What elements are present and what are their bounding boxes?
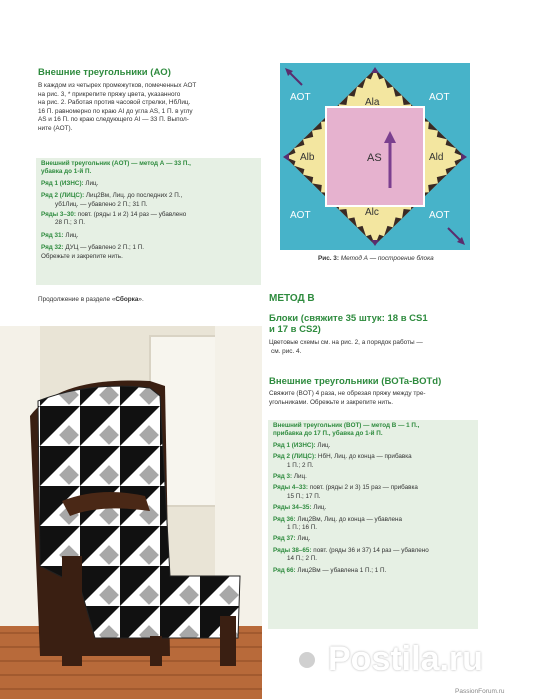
bot-line: угольниками. Обрежьте и закрепите нить. <box>269 398 393 406</box>
method-b-heading: МЕТОД В <box>269 293 315 304</box>
box-row <box>41 253 256 261</box>
bot-line: Свяжите (BOT) 4 раза, не обрезая пряжу между тре- <box>269 390 426 397</box>
row-label: Ряд 1 (ИЗНС): <box>41 179 84 187</box>
box-row <box>273 473 473 481</box>
box-row <box>273 547 473 555</box>
figure-caption-text: Метод А — построение блока <box>338 255 434 262</box>
label-as: AS <box>367 152 382 164</box>
block-construction-diagram <box>280 63 470 250</box>
row-label: Ряд 1 (ИЗНС): <box>273 441 316 449</box>
box-row <box>41 201 256 209</box>
box-row <box>41 219 256 227</box>
box-row <box>41 244 256 252</box>
postila-logo <box>292 640 483 679</box>
chair-leg-left <box>62 556 82 666</box>
box-row <box>41 232 256 240</box>
blocks-text <box>269 339 423 356</box>
figure-caption-label: Рис. 3: <box>318 255 339 262</box>
box-row <box>273 504 473 512</box>
continuation-note <box>38 296 144 305</box>
ao-line: на рис. 3, * прикрепите пряжу цвета, указанного <box>38 90 181 98</box>
row-label: Ряд 3: <box>273 473 293 481</box>
box-row <box>273 442 473 450</box>
ao-line: AS и 16 П. по краю следующего AI — 33 П. Выпол- <box>38 116 189 124</box>
label-aot-tl: AOT <box>290 92 311 103</box>
row-text: 1 П.; 16 П. <box>287 524 318 532</box>
box-row <box>273 484 473 492</box>
row-text: Лиц. <box>292 473 307 481</box>
row-text: 14 П.; 2 П. <box>287 555 318 563</box>
aot-box-title-rest: — метод А — 33 П., <box>129 160 191 167</box>
row-text: Лиц. <box>315 441 331 449</box>
label-aot-br: AOT <box>429 210 450 221</box>
row-text: Лиц. <box>311 504 327 512</box>
label-alb: Alb <box>300 152 315 163</box>
ao-paragraph <box>38 82 258 134</box>
row-label: Ряд 32: <box>41 244 64 252</box>
row-text: Обрежьте и закрепите нить. <box>41 252 123 260</box>
ao-heading: Внешние треугольники (AO) <box>38 67 171 78</box>
box-row <box>273 453 473 461</box>
blocks-heading-line2: и 17 в CS2) <box>269 324 321 335</box>
ao-line: ните (AOT). <box>38 124 73 132</box>
row-label: Ряд 66: <box>273 566 296 574</box>
row-text: Лиц. <box>295 535 311 543</box>
row-text: повт. (ряды 1 и 2) 14 раз — убавлено <box>76 211 187 219</box>
bot-box-title-strong: Внешний треугольник (BOT) <box>273 422 362 429</box>
bot-box-title-rest: — метод В — 1 П., <box>361 422 420 429</box>
row-text: Лиц2Вм, Лиц. до конца — убавлена <box>295 515 403 523</box>
label-ala: Ala <box>365 97 380 108</box>
row-text: повт. (ряды 2 и 3) 15 раз — прибавка <box>308 484 418 492</box>
row-label: Ряды 38–65: <box>273 546 312 554</box>
row-text: 15 П.; 17 П. <box>287 492 321 500</box>
watermark: PassionForum.ru <box>455 688 505 695</box>
postila-logo-text: Postila.ru <box>328 640 483 678</box>
continuation-suffix: ». <box>138 296 144 303</box>
row-label: Ряды 4–33: <box>273 484 309 492</box>
page-number: 5 <box>488 677 494 687</box>
row-text: 28 П.; 3 П. <box>55 219 86 227</box>
row-text: ДУЦ — убавлено 2 П.; 1 П. <box>63 244 145 252</box>
bot-text <box>269 390 426 407</box>
blocks-line: Цветовые схемы см. на рис. 2, а порядок работы — <box>269 339 423 346</box>
chair-leg-back <box>150 636 162 666</box>
figure-caption <box>318 255 434 262</box>
box-row <box>273 535 473 543</box>
ao-line: 16 П. равномерно по краю AI до угла AS, 1 П. в углу <box>38 107 193 115</box>
assembly-link[interactable]: Сборка <box>115 296 139 303</box>
box-row <box>273 524 473 532</box>
label-alc: Alc <box>365 207 379 218</box>
blanket-chair-photo <box>0 326 262 699</box>
blocks-heading-word: Блоки <box>269 313 299 324</box>
row-text: НбН, Лиц. до конца — прибавка <box>316 453 412 461</box>
row-label: Ряд 36: <box>273 515 296 523</box>
row-text: Лиц. <box>63 231 79 239</box>
label-aot-tr: AOT <box>429 92 450 103</box>
row-text: 1 П.; 2 П. <box>287 461 314 469</box>
blocks-line: см. рис. 4. <box>271 347 302 355</box>
box-row <box>273 555 473 563</box>
row-label: Ряды 34–35: <box>273 504 312 512</box>
blocks-heading-rest: (свяжите 35 штук: 18 в CS1 <box>298 313 428 324</box>
chair-leg-right <box>220 616 236 666</box>
aot-box-title-line2: убавка до 1-й П. <box>41 168 92 176</box>
row-text: Лиц2Вм — убавлена 1 П.; 1 П. <box>295 566 387 574</box>
box-row <box>41 192 256 200</box>
box-row <box>41 211 256 219</box>
box-row <box>273 462 473 470</box>
row-label: Ряд 37: <box>273 535 296 543</box>
aot-box-title-strong: Внешний треугольник (AOT) <box>41 160 130 167</box>
row-label: Ряды 3–30: <box>41 211 77 219</box>
ao-line: В каждом из четырех промежутков, помеченных AOT <box>38 82 197 89</box>
box-row <box>273 493 473 501</box>
row-text: Лиц. <box>83 179 99 187</box>
row-text: Лиц2Вм, Лиц. до последних 2 П., <box>84 192 183 200</box>
row-label: Ряд 2 (ЛИЦС): <box>41 192 85 200</box>
bot-heading: Внешние треугольники (BOTa-BOTd) <box>269 376 442 387</box>
box-row <box>273 516 473 524</box>
row-text: повт. (ряды 36 и 37) 14 раз — убавлено <box>311 546 429 554</box>
postila-pin-icon <box>292 645 322 675</box>
row-label: Ряд 2 (ЛИЦС): <box>273 453 317 461</box>
box-row <box>273 567 473 575</box>
label-aot-bl: AOT <box>290 210 311 221</box>
row-text: уб1Лиц. — убавлено 2 П.; 31 П. <box>55 200 148 208</box>
label-ald: Ald <box>429 152 444 163</box>
row-label: Ряд 31: <box>41 231 64 239</box>
box-row <box>41 180 256 188</box>
continuation-prefix: Продолжение в разделе « <box>38 296 116 303</box>
bot-instruction-box <box>268 420 478 629</box>
bot-box-title-line2: прибавка до 17 П., убавка до 1-й П. <box>273 430 383 438</box>
blocks-heading <box>269 313 469 335</box>
ao-line: на рис. 2. Работая против часовой стрелки, НбЛиц. <box>38 99 191 107</box>
aot-instruction-box <box>36 158 261 285</box>
